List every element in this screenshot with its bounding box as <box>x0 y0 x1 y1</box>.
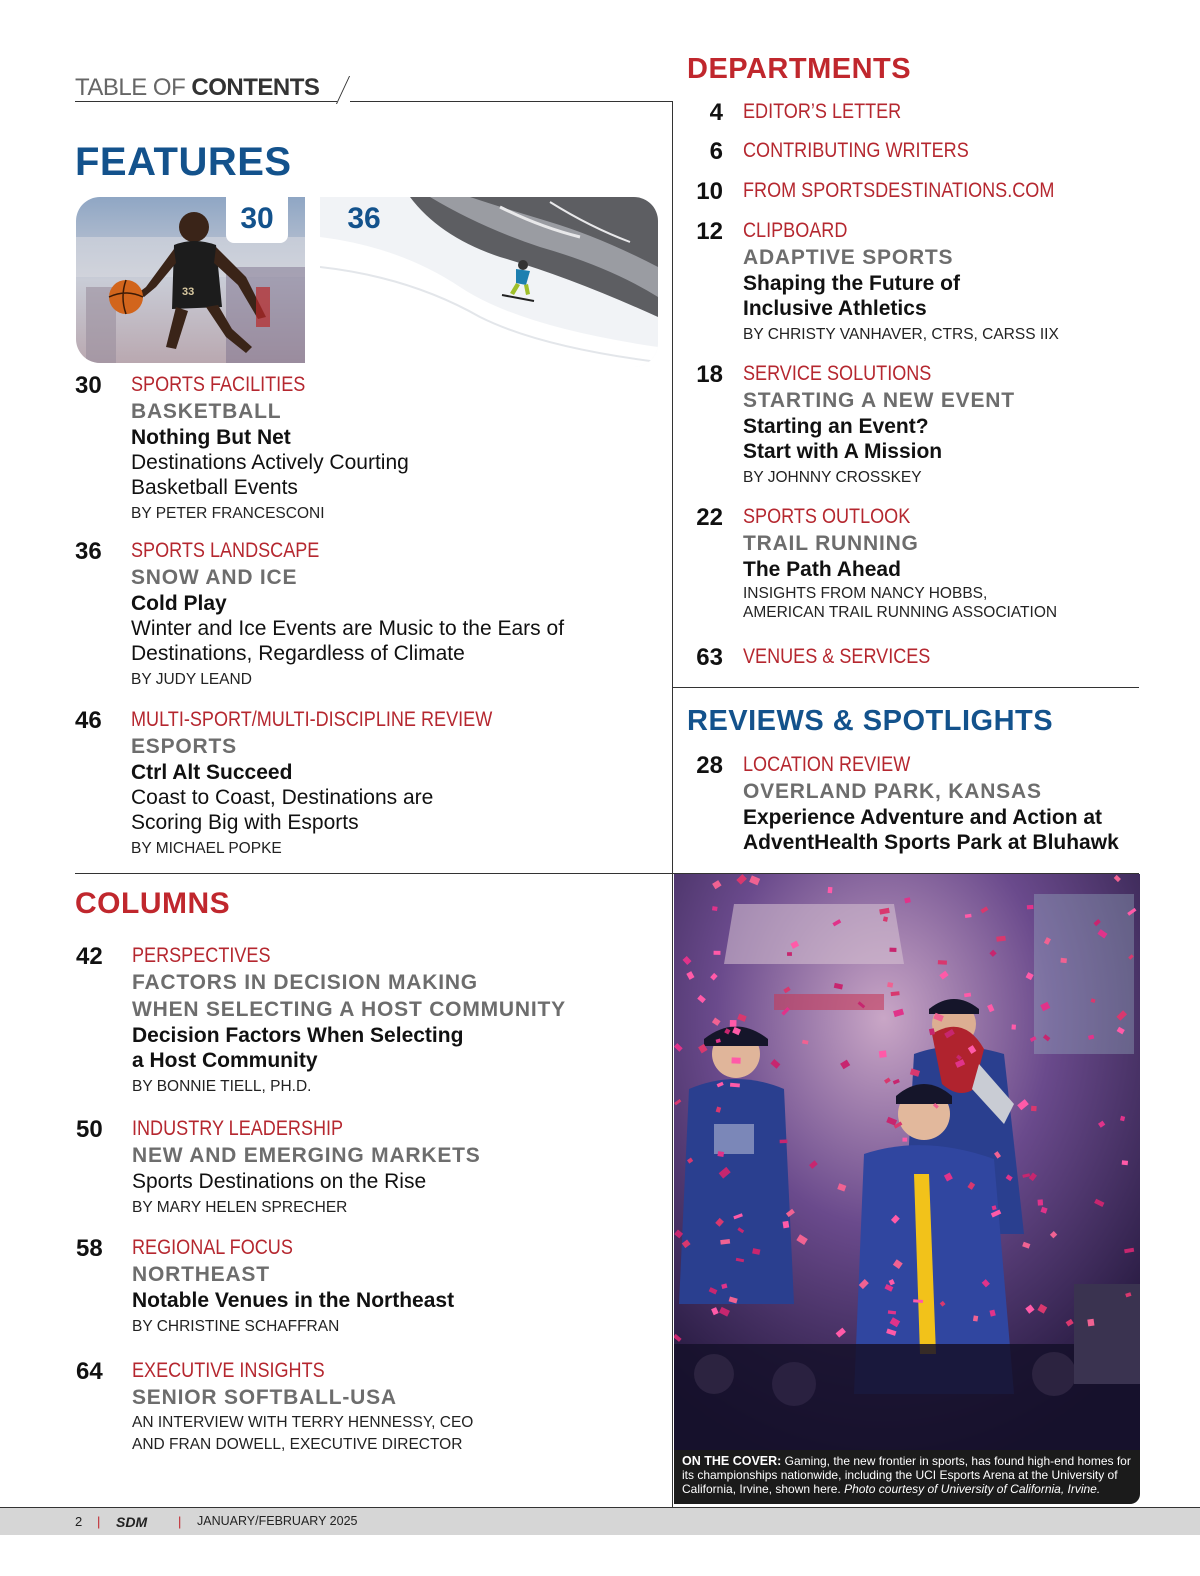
page-number: 50 <box>76 1116 103 1143</box>
svg-text:33: 33 <box>182 286 195 298</box>
cover-caption-text: Gaming, the new frontier in sports, has found high-end homes for its championships nationwide, including the UCI Esports Arena at the University of California, Irvine, shown here. <box>682 1454 1131 1496</box>
entry-kicker: NEW AND EMERGING MARKETS <box>132 1144 481 1167</box>
entry-headline: Ctrl Alt Succeed <box>131 761 293 784</box>
entry-byline: BY CHRISTINE SCHAFFRAN <box>132 1318 340 1335</box>
cover-caption <box>674 1450 1140 1504</box>
entry-category: SPORTS FACILITIES <box>131 373 306 396</box>
footer-brand: SDM <box>116 1514 148 1530</box>
header-rule-right <box>350 101 672 102</box>
entry-headline: Cold Play <box>131 592 227 615</box>
entry-byline: BY PETER FRANCESCONI <box>131 505 325 522</box>
entry-category: VENUES & SERVICES <box>743 645 931 668</box>
entry-deck: Basketball Events <box>131 476 298 499</box>
entry-category: CLIPBOARD <box>743 219 848 242</box>
entry-byline: BY JOHNNY CROSSKEY <box>743 469 922 486</box>
page-number: 63 <box>696 644 723 671</box>
entry-headline: Notable Venues in the Northeast <box>132 1289 455 1312</box>
entry-byline: AN INTERVIEW WITH TERRY HENNESSY, CEO <box>132 1414 474 1431</box>
entry-category: INDUSTRY LEADERSHIP <box>132 1117 344 1140</box>
footer-separator: | <box>97 1514 101 1529</box>
entry-headline: Shaping the Future of <box>743 272 960 295</box>
entry-byline: BY CHRISTY VANHAVER, CTRS, CARSS IIX <box>743 326 1059 343</box>
entry-kicker: FACTORS IN DECISION MAKING <box>132 971 478 994</box>
entry-byline: BY JUDY LEAND <box>131 671 252 688</box>
entry-byline: BY MICHAEL POPKE <box>131 840 282 857</box>
entry-headline: Decision Factors When Selecting <box>132 1024 464 1047</box>
toc-heading: TABLE OF CONTENTS <box>75 74 320 101</box>
features-title: FEATURES <box>75 140 292 184</box>
cover-photo <box>674 874 1140 1452</box>
page-number: 10 <box>696 178 723 205</box>
entry-headline: Start with A Mission <box>743 440 943 463</box>
entry-category: PERSPECTIVES <box>132 944 271 967</box>
entry-kicker: OVERLAND PARK, KANSAS <box>743 780 1042 803</box>
footer-separator: | <box>178 1514 182 1529</box>
column-divider-bottom <box>672 873 673 1507</box>
page-number: 28 <box>696 752 723 779</box>
page-number: 18 <box>696 361 723 388</box>
header-slash <box>336 76 363 104</box>
entry-deck: Destinations, Regardless of Climate <box>131 642 465 665</box>
entry-category: EXECUTIVE INSIGHTS <box>132 1359 325 1382</box>
entry-category: EDITOR’S LETTER <box>743 100 902 123</box>
page-number: 30 <box>75 372 102 399</box>
entry-kicker: WHEN SELECTING A HOST COMMUNITY <box>132 998 566 1021</box>
entry-category: SPORTS OUTLOOK <box>743 505 911 528</box>
entry-category: MULTI-SPORT/MULTI-DISCIPLINE REVIEW <box>131 708 493 731</box>
ski-photo <box>320 197 658 367</box>
entry-byline: INSIGHTS FROM NANCY HOBBS, <box>743 585 988 602</box>
entry-category: FROM SPORTSDESTINATIONS.COM <box>743 179 1055 202</box>
entry-deck: Scoring Big with Esports <box>131 811 359 834</box>
entry-deck: Sports Destinations on the Rise <box>132 1170 427 1193</box>
entry-deck: Winter and Ice Events are Music to the Ears of <box>131 617 565 640</box>
entry-byline: BY MARY HELEN SPRECHER <box>132 1199 348 1216</box>
columns-title: COLUMNS <box>75 887 231 920</box>
page-number: 46 <box>75 707 102 734</box>
page-number: 4 <box>709 99 723 126</box>
entry-headline: Inclusive Athletics <box>743 297 927 320</box>
entry-byline: AMERICAN TRAIL RUNNING ASSOCIATION <box>743 604 1058 621</box>
basketball-photo <box>76 197 305 363</box>
entry-headline: AdventHealth Sports Park at Bluhawk <box>743 831 1119 854</box>
entry-kicker: TRAIL RUNNING <box>743 532 919 555</box>
footer-page-number: 2 <box>75 1514 83 1529</box>
entry-kicker: ESPORTS <box>131 735 237 758</box>
entry-deck: Destinations Actively Courting <box>131 451 409 474</box>
page-number: 12 <box>696 218 723 245</box>
entry-headline: Starting an Event? <box>743 415 929 438</box>
column-divider-top <box>672 101 673 873</box>
entry-kicker: NORTHEAST <box>132 1263 270 1286</box>
entry-headline: The Path Ahead <box>743 558 901 581</box>
cover-caption-label: ON THE COVER: <box>682 1454 782 1468</box>
footer-issue: JANUARY/FEBRUARY 2025 <box>197 1514 358 1528</box>
entry-headline: a Host Community <box>132 1049 318 1072</box>
entry-category: SPORTS LANDSCAPE <box>131 539 320 562</box>
entry-deck: Coast to Coast, Destinations are <box>131 786 434 809</box>
entry-byline: AND FRAN DOWELL, EXECUTIVE DIRECTOR <box>132 1436 463 1453</box>
entry-kicker: SNOW AND ICE <box>131 566 298 589</box>
entry-category: LOCATION REVIEW <box>743 753 911 776</box>
entry-kicker: BASKETBALL <box>131 400 282 423</box>
entry-kicker: SENIOR SOFTBALL-USA <box>132 1386 397 1409</box>
page-number: 22 <box>696 504 723 531</box>
entry-headline: Nothing But Net <box>131 426 291 449</box>
header-rule <box>75 101 337 102</box>
entry-kicker: STARTING A NEW EVENT <box>743 389 1015 412</box>
page-number: 58 <box>76 1235 103 1262</box>
departments-reviews-divider <box>672 687 1139 688</box>
page-number: 6 <box>709 138 723 165</box>
photo-badge-30: 30 <box>226 197 288 243</box>
page-number: 42 <box>76 943 103 970</box>
entry-category: SERVICE SOLUTIONS <box>743 362 932 385</box>
cover-caption-credit: Photo courtesy of University of California, Irvine. <box>844 1482 1101 1496</box>
entry-category: REGIONAL FOCUS <box>132 1236 293 1259</box>
page-number: 64 <box>76 1358 103 1385</box>
entry-category: CONTRIBUTING WRITERS <box>743 139 969 162</box>
entry-kicker: ADAPTIVE SPORTS <box>743 246 954 269</box>
entry-headline: Experience Adventure and Action at <box>743 806 1103 829</box>
entry-byline: BY BONNIE TIELL, PH.D. <box>132 1078 312 1095</box>
departments-title: DEPARTMENTS <box>687 53 912 85</box>
esports-celebration-image <box>674 874 1140 1452</box>
page-number: 36 <box>75 538 102 565</box>
page-footer <box>0 1507 1200 1535</box>
photo-badge-36: 36 <box>347 202 381 235</box>
reviews-title: REVIEWS & SPOTLIGHTS <box>687 705 1054 737</box>
